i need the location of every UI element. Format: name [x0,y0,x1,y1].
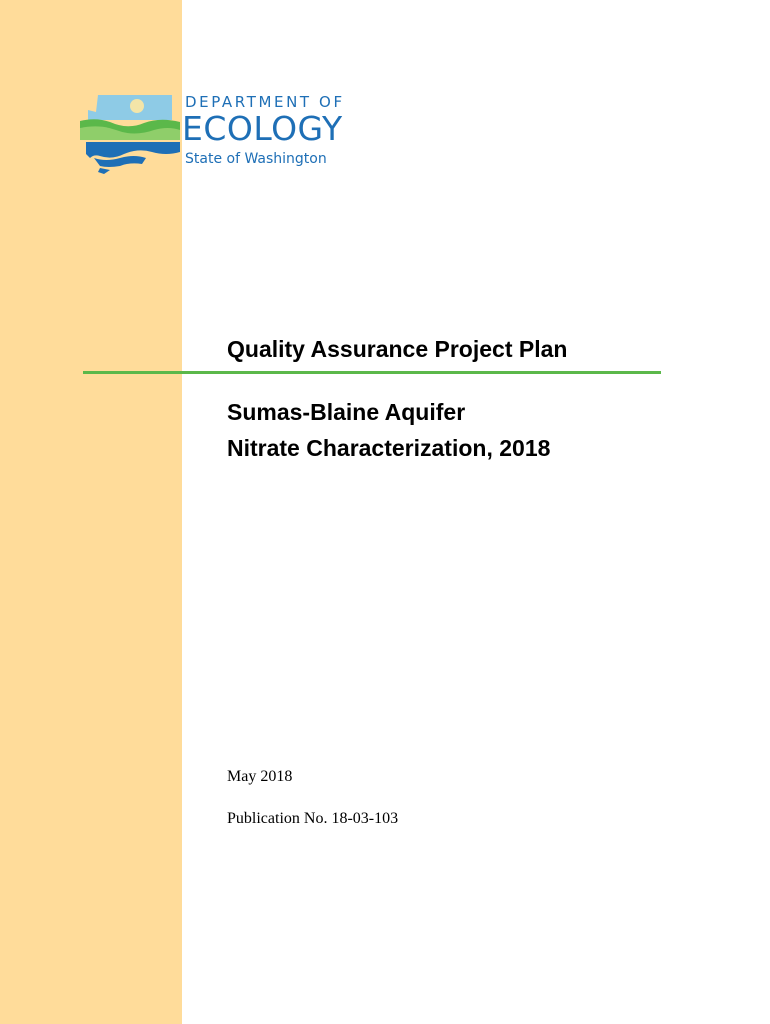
document-title [227,394,550,466]
publication-date: May 2018 [227,768,293,785]
washington-state-ecology-emblem-icon [76,90,180,174]
document-type-heading: Quality Assurance Project Plan [227,336,568,362]
publication-number: Publication No. 18-03-103 [227,810,399,827]
logo-state-text: State of Washington [185,151,327,167]
green-divider-rule [83,371,661,374]
logo-ecology-text: ECOLOGY [182,109,343,148]
ecology-logo [76,90,376,180]
logo-department-text: DEPARTMENT OF [185,93,345,111]
document-title-line-2: Nitrate Characterization, 2018 [227,435,551,461]
document-title-line-1: Sumas-Blaine Aquifer [227,399,466,425]
